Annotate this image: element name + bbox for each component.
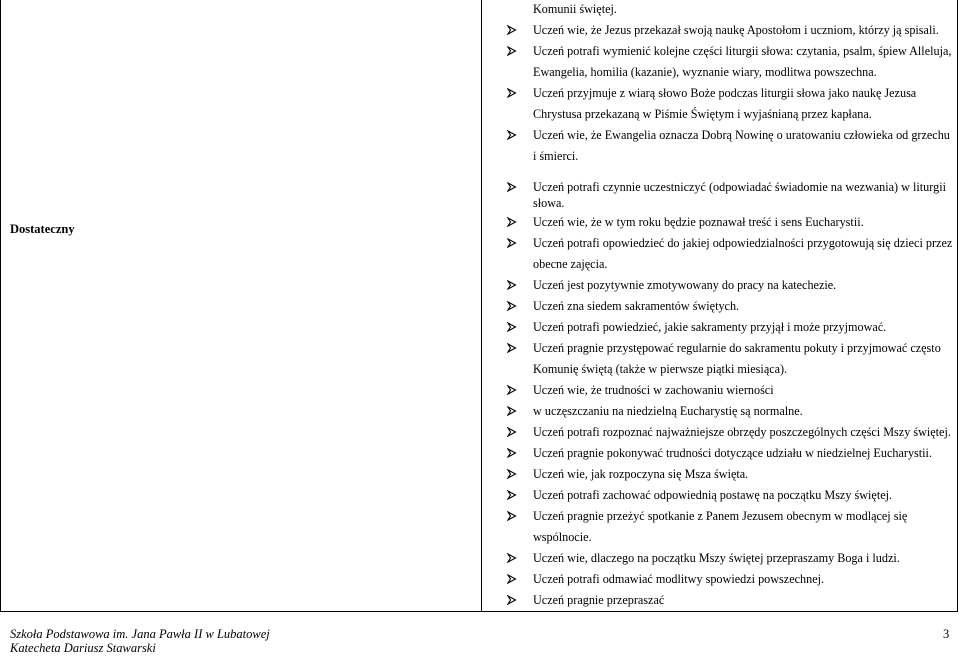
requirement-line: Uczeń pragnie pokonywać trudności dotyczące udziału w niedzielnej Eucharystii.	[533, 446, 932, 460]
requirement-line: Uczeń zna siedem sakramentów świętych.	[533, 299, 740, 313]
arrow-bullet-icon	[507, 301, 517, 311]
requirement-line: w uczęszczaniu na niedzielną Eucharystię są normalne.	[533, 404, 803, 418]
requirement-line: Uczeń pragnie przystępować regularnie do sakramentu pokuty i przyjmować często	[533, 341, 941, 355]
arrow-bullet-icon	[507, 574, 517, 584]
requirement-line: i śmierci.	[533, 149, 579, 163]
arrow-bullet-icon	[507, 595, 517, 605]
requirement-line: Uczeń wie, że Ewangelia oznacza Dobrą Nowinę o uratowaniu człowieka od grzechu	[533, 128, 950, 142]
arrow-bullet-icon	[507, 553, 517, 563]
requirement-line: Uczeń wie, że trudności w zachowaniu wierności	[533, 383, 774, 397]
footer-school: Szkoła Podstawowa im. Jana Pawła II w Lubatowej	[10, 627, 270, 641]
arrow-bullet-icon	[507, 448, 517, 458]
requirement-line: Uczeń pragnie przeżyć spotkanie z Panem Jezusem obecnym w modlącej się	[533, 509, 908, 523]
requirement-line: Uczeń potrafi czynnie uczestniczyć (odpowiadać świadomie na wezwania) w liturgii	[533, 180, 946, 194]
arrow-bullet-icon	[507, 343, 517, 353]
requirement-line: Uczeń wie, że Jezus przekazał swoją naukę Apostołom i uczniom, którzy ją spisali.	[533, 23, 939, 37]
arrow-bullet-icon	[507, 280, 517, 290]
arrow-bullet-icon	[507, 427, 517, 437]
requirement-line: Uczeń potrafi odmawiać modlitwy spowiedzi powszechnej.	[533, 572, 825, 586]
arrow-bullet-icon	[507, 511, 517, 521]
arrow-bullet-icon	[507, 130, 517, 140]
requirement-line: Komunii świętej.	[533, 2, 617, 16]
grade-label: Dostateczny	[10, 222, 75, 236]
requirement-line: Komunię świętą (także w pierwsze piątki miesiąca).	[533, 362, 788, 376]
footer-author: Katecheta Dariusz Stawarski	[10, 641, 156, 655]
arrow-bullet-icon	[507, 217, 517, 227]
requirement-line: Uczeń wie, jak rozpoczyna się Msza święta.	[533, 467, 749, 481]
arrow-bullet-icon	[507, 88, 517, 98]
requirement-line: Uczeń potrafi rozpoznać najważniejsze obrzędy poszczególnych części Mszy świętej.	[533, 425, 951, 439]
requirement-line: Uczeń jest pozytywnie zmotywowany do pracy na katechezie.	[533, 278, 837, 292]
requirement-line: słowa.	[533, 196, 565, 210]
arrow-bullet-icon	[507, 25, 517, 35]
arrow-bullet-icon	[507, 322, 517, 332]
arrow-bullet-icon	[507, 182, 517, 192]
requirement-line: Uczeń przyjmuje z wiarą słowo Boże podczas liturgii słowa jako naukę Jezusa	[533, 86, 917, 100]
requirement-line: Chrystusa przekazaną w Piśmie Świętym i wyjaśnianą przez kapłana.	[533, 107, 872, 121]
requirement-line: Uczeń potrafi wymienić kolejne części liturgii słowa: czytania, psalm, śpiew Alleluja,	[533, 44, 952, 58]
arrow-bullet-icon	[507, 406, 517, 416]
arrow-bullet-icon	[507, 46, 517, 56]
requirement-line: Uczeń pragnie przepraszać	[533, 593, 665, 607]
requirement-line: Uczeń wie, dlaczego na początku Mszy świętej przepraszamy Boga i ludzi.	[533, 551, 900, 565]
arrow-bullet-icon	[507, 385, 517, 395]
arrow-bullet-icon	[507, 238, 517, 248]
arrow-bullet-icon	[507, 469, 517, 479]
requirement-line: Uczeń potrafi opowiedzieć do jakiej odpowiedzialności przygotowują się dzieci przez	[533, 236, 953, 250]
column-divider	[481, 0, 482, 611]
requirement-line: obecne zajęcia.	[533, 257, 608, 271]
requirement-line: Ewangelia, homilia (kazanie), wyznanie wiary, modlitwa powszechna.	[533, 65, 877, 79]
requirement-line: wspólnocie.	[533, 530, 592, 544]
requirement-line: Uczeń wie, że w tym roku będzie poznawał treść i sens Eucharystii.	[533, 215, 864, 229]
requirement-line: Uczeń potrafi zachować odpowiednią postawę na początku Mszy świętej.	[533, 488, 893, 502]
page-number: 3	[943, 627, 950, 641]
arrow-bullet-icon	[507, 490, 517, 500]
requirement-line: Uczeń potrafi powiedzieć, jakie sakramenty przyjął i może przyjmować.	[533, 320, 887, 334]
